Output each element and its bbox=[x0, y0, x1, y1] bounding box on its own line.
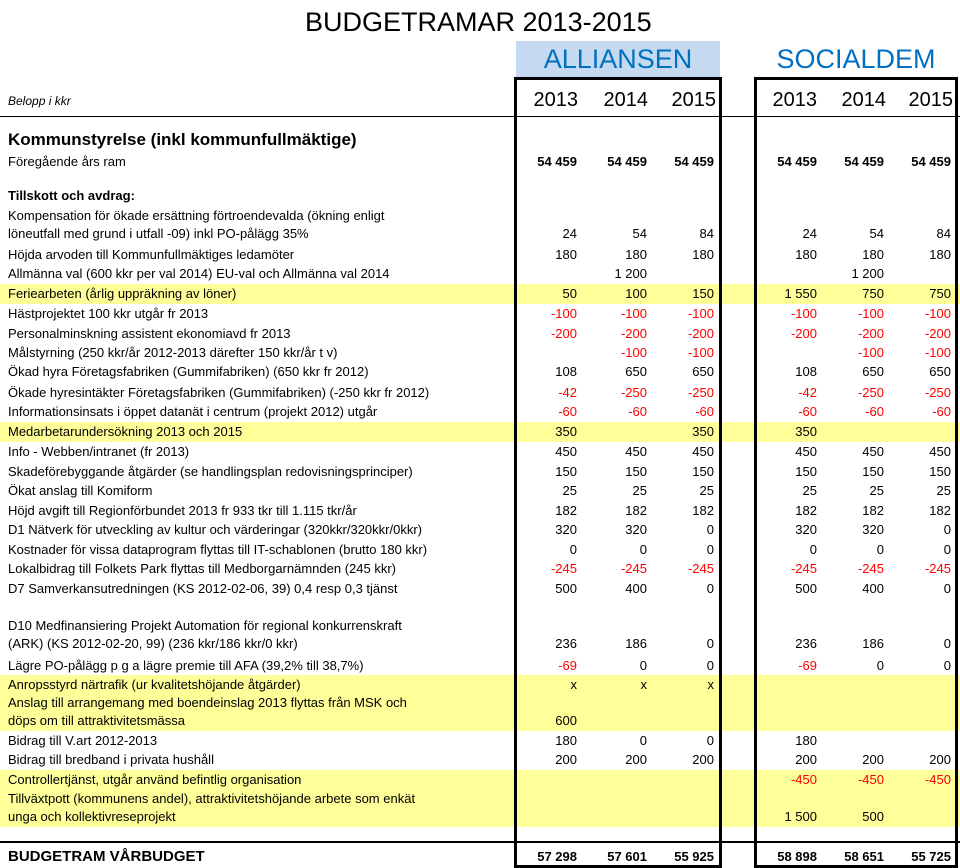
row-label-line: Kompensation för ökade ersättning förtroendevalda (ökning enligt bbox=[8, 208, 385, 223]
group-header-socialdem: SOCIALDEM bbox=[776, 44, 936, 74]
row-label-line: Anropsstyrd närtrafik (ur kvalitetshöjande åtgärder) bbox=[8, 677, 301, 692]
value-cell: 25 bbox=[699, 483, 714, 498]
row-label bbox=[8, 363, 369, 381]
value-cell: -450 bbox=[924, 772, 951, 787]
value-cell: -250 bbox=[687, 385, 714, 400]
value-cell: 25 bbox=[936, 483, 951, 498]
value-cell: 150 bbox=[929, 464, 951, 479]
value-cell: -245 bbox=[550, 561, 577, 576]
table-row bbox=[0, 284, 960, 304]
value-cell: 182 bbox=[625, 503, 647, 518]
value-cell: 0 bbox=[706, 636, 714, 651]
value-cell: -60 bbox=[628, 404, 647, 419]
value-cell: 320 bbox=[555, 522, 577, 537]
value-cell: 0 bbox=[943, 542, 951, 557]
row-label bbox=[8, 384, 429, 402]
row-label-line: Allmänna val (600 kkr per val 2014) EU-val och Allmänna val 2014 bbox=[8, 266, 390, 281]
table-row bbox=[0, 847, 960, 867]
row-label bbox=[8, 207, 385, 243]
value-cell: 108 bbox=[555, 364, 577, 379]
table-row bbox=[0, 152, 960, 172]
row-label-line: Kostnader för vissa dataprogram flyttas till IT-schablonen (brutto 180 kkr) bbox=[8, 542, 428, 557]
value-cell: 54 bbox=[869, 226, 884, 241]
row-label bbox=[8, 285, 236, 303]
value-cell: 450 bbox=[692, 444, 714, 459]
value-cell: 150 bbox=[555, 464, 577, 479]
value-cell: 200 bbox=[692, 752, 714, 767]
value-cell: 182 bbox=[692, 503, 714, 518]
value-cell: 180 bbox=[862, 247, 884, 262]
row-label-line: (ARK) (KS 2012-02-20, 99) (236 kkr/186 kkr/0 kkr) bbox=[8, 636, 298, 651]
row-label-line: döps om till attraktivitetsmässa bbox=[8, 713, 186, 728]
value-cell: 54 459 bbox=[777, 154, 817, 169]
row-label-line: D1 Nätverk för utveckling av kultur och värderingar (320kkr/320kkr/0kkr) bbox=[8, 522, 422, 537]
value-cell: 182 bbox=[555, 503, 577, 518]
row-label bbox=[8, 657, 364, 675]
value-cell: 180 bbox=[795, 733, 817, 748]
value-cell: 0 bbox=[639, 658, 647, 673]
value-cell: 108 bbox=[795, 364, 817, 379]
row-label bbox=[8, 153, 126, 171]
value-cell: 54 459 bbox=[844, 154, 884, 169]
value-cell: 180 bbox=[795, 247, 817, 262]
year-header: 2014 bbox=[603, 89, 648, 111]
value-cell: -100 bbox=[620, 306, 647, 321]
group-header-alliansen: ALLIANSEN bbox=[516, 41, 720, 77]
value-cell: 200 bbox=[929, 752, 951, 767]
value-cell: 180 bbox=[625, 247, 647, 262]
table-row bbox=[0, 383, 960, 403]
table-row bbox=[0, 343, 960, 363]
value-cell: 50 bbox=[562, 286, 577, 301]
value-cell: -100 bbox=[924, 306, 951, 321]
table-row bbox=[0, 540, 960, 560]
value-cell: 0 bbox=[809, 542, 817, 557]
row-label-line: Informationsinsats i öppet datanät i centrum (projekt 2012) utgår bbox=[8, 404, 378, 419]
value-cell: 350 bbox=[795, 424, 817, 439]
value-cell: -245 bbox=[924, 561, 951, 576]
value-cell: 200 bbox=[862, 752, 884, 767]
table-row bbox=[0, 324, 960, 344]
row-label bbox=[8, 694, 407, 730]
value-cell: 54 bbox=[632, 226, 647, 241]
row-label bbox=[8, 541, 427, 559]
year-header: 2014 bbox=[841, 89, 886, 111]
row-label-line: Föregående års ram bbox=[8, 154, 126, 169]
value-cell: 54 459 bbox=[674, 154, 714, 169]
value-cell: 600 bbox=[555, 713, 577, 728]
value-cell: 24 bbox=[562, 226, 577, 241]
value-cell: -200 bbox=[790, 326, 817, 341]
row-label-line: D10 Medfinansiering Projekt Automation för regional konkurrenskraft bbox=[8, 618, 402, 633]
value-cell: 400 bbox=[625, 581, 647, 596]
value-cell: -245 bbox=[790, 561, 817, 576]
value-cell: 150 bbox=[625, 464, 647, 479]
table-row bbox=[0, 481, 960, 501]
table-row bbox=[0, 501, 960, 521]
value-cell: 0 bbox=[876, 542, 884, 557]
table-row bbox=[0, 559, 960, 579]
table-row bbox=[0, 750, 960, 770]
table-row bbox=[0, 304, 960, 324]
table-row bbox=[0, 206, 960, 244]
table-row bbox=[0, 656, 960, 676]
value-cell: 320 bbox=[862, 522, 884, 537]
value-cell: -245 bbox=[687, 561, 714, 576]
table-row bbox=[0, 520, 960, 540]
value-cell: 450 bbox=[862, 444, 884, 459]
value-cell: -250 bbox=[620, 385, 647, 400]
value-cell: 200 bbox=[555, 752, 577, 767]
value-cell: -200 bbox=[857, 326, 884, 341]
value-cell: 25 bbox=[869, 483, 884, 498]
value-cell: 236 bbox=[555, 636, 577, 651]
table-row bbox=[0, 245, 960, 265]
table-row bbox=[0, 264, 960, 284]
value-cell: -100 bbox=[857, 345, 884, 360]
value-cell: 180 bbox=[929, 247, 951, 262]
value-cell: -250 bbox=[857, 385, 884, 400]
value-cell: 182 bbox=[929, 503, 951, 518]
value-cell: 0 bbox=[706, 658, 714, 673]
value-cell: 750 bbox=[929, 286, 951, 301]
row-label-line: Feriearbeten (årlig uppräkning av löner) bbox=[8, 286, 237, 301]
value-cell: 58 651 bbox=[844, 849, 884, 864]
row-label-line: Tillskott och avdrag: bbox=[8, 188, 135, 203]
value-cell: 0 bbox=[569, 542, 577, 557]
value-cell: -100 bbox=[620, 345, 647, 360]
row-label-line: Personalminskning assistent ekonomiavd fr 2013 bbox=[8, 326, 291, 341]
table-row bbox=[0, 675, 960, 695]
value-cell: 650 bbox=[692, 364, 714, 379]
row-label-line: Controllertjänst, utgår använd befintlig organisation bbox=[8, 772, 302, 787]
value-cell: 182 bbox=[795, 503, 817, 518]
row-label bbox=[8, 482, 153, 500]
row-label-line: Medarbetarundersökning 2013 och 2015 bbox=[8, 424, 243, 439]
value-cell: -100 bbox=[857, 306, 884, 321]
value-cell: 1 200 bbox=[851, 266, 884, 281]
row-label bbox=[8, 617, 402, 653]
value-cell: 650 bbox=[929, 364, 951, 379]
value-cell: x bbox=[707, 677, 714, 692]
row-label bbox=[8, 423, 242, 441]
unit-label: Belopp i kkr bbox=[8, 94, 71, 108]
value-cell: 0 bbox=[943, 658, 951, 673]
value-cell: 320 bbox=[795, 522, 817, 537]
row-label-line: Anslag till arrangemang med boendeinslag 2013 flyttas från MSK och bbox=[8, 695, 407, 710]
value-cell: -245 bbox=[620, 561, 647, 576]
table-row bbox=[0, 693, 960, 731]
value-cell: -200 bbox=[924, 326, 951, 341]
value-cell: 54 459 bbox=[537, 154, 577, 169]
row-label-line: Skadeförebyggande åtgärder (se handlingsplan redovisningsprinciper) bbox=[8, 464, 413, 479]
value-cell: 186 bbox=[625, 636, 647, 651]
value-cell: 650 bbox=[625, 364, 647, 379]
year-header: 2015 bbox=[908, 89, 953, 111]
value-cell: -42 bbox=[798, 385, 817, 400]
value-cell: 100 bbox=[625, 286, 647, 301]
table-row bbox=[0, 362, 960, 382]
value-cell: 55 725 bbox=[911, 849, 951, 864]
value-cell: -450 bbox=[790, 772, 817, 787]
value-cell: 25 bbox=[632, 483, 647, 498]
year-header: 2013 bbox=[533, 89, 578, 111]
row-label-line: D7 Samverkansutredningen (KS 2012-02-06, 39) 0,4 resp 0,3 tjänst bbox=[8, 581, 398, 596]
table-row bbox=[0, 442, 960, 462]
value-cell: -100 bbox=[687, 306, 714, 321]
row-label-line: löneutfall med grund i utfall -09) inkl PO-pålägg 35% bbox=[8, 226, 309, 241]
value-cell: -60 bbox=[558, 404, 577, 419]
value-cell: x bbox=[640, 677, 647, 692]
value-cell: 150 bbox=[692, 464, 714, 479]
section-title: Kommunstyrelse (inkl kommunfullmäktige) bbox=[8, 130, 357, 149]
value-cell: 84 bbox=[699, 226, 714, 241]
row-label-line: Höjda arvoden till Kommunfullmäktiges ledamöter bbox=[8, 247, 295, 262]
value-cell: 350 bbox=[555, 424, 577, 439]
row-label bbox=[8, 443, 189, 461]
value-cell: 0 bbox=[639, 542, 647, 557]
value-cell: 0 bbox=[706, 733, 714, 748]
value-cell: -60 bbox=[932, 404, 951, 419]
row-label bbox=[8, 305, 208, 323]
row-label bbox=[8, 265, 390, 283]
row-label bbox=[8, 521, 422, 539]
value-cell: 236 bbox=[795, 636, 817, 651]
value-cell: 180 bbox=[692, 247, 714, 262]
value-cell: 450 bbox=[555, 444, 577, 459]
value-cell: 500 bbox=[795, 581, 817, 596]
year-header: 2015 bbox=[671, 89, 716, 111]
table-row bbox=[0, 731, 960, 751]
value-cell: -100 bbox=[790, 306, 817, 321]
table-row bbox=[0, 422, 960, 442]
row-label-line: Bidrag till bredband i privata hushåll bbox=[8, 752, 214, 767]
year-header: 2013 bbox=[772, 89, 817, 111]
value-cell: 200 bbox=[795, 752, 817, 767]
value-cell: 55 925 bbox=[674, 849, 714, 864]
row-label bbox=[8, 344, 337, 362]
value-cell: -245 bbox=[857, 561, 884, 576]
row-label-line: Bidrag till V.art 2012-2013 bbox=[8, 733, 158, 748]
row-label bbox=[8, 325, 291, 343]
row-label-line: Info - Webben/intranet (fr 2013) bbox=[8, 444, 190, 459]
value-cell: 180 bbox=[555, 247, 577, 262]
value-cell: 57 298 bbox=[537, 849, 577, 864]
row-label bbox=[8, 771, 301, 789]
value-cell: 57 601 bbox=[607, 849, 647, 864]
table-row bbox=[0, 770, 960, 790]
row-label bbox=[8, 848, 205, 866]
row-label bbox=[8, 732, 157, 750]
value-cell: -450 bbox=[857, 772, 884, 787]
value-cell: 0 bbox=[639, 733, 647, 748]
total-separator bbox=[0, 841, 960, 843]
row-label bbox=[8, 403, 377, 421]
value-cell: 0 bbox=[943, 636, 951, 651]
value-cell: 54 459 bbox=[607, 154, 647, 169]
row-label bbox=[8, 751, 214, 769]
value-cell: -42 bbox=[558, 385, 577, 400]
value-cell: -60 bbox=[695, 404, 714, 419]
value-cell: 25 bbox=[562, 483, 577, 498]
row-label bbox=[8, 502, 357, 520]
value-cell: 0 bbox=[706, 522, 714, 537]
row-label-line: Tillväxtpott (kommunens andel), attraktivitetshöjande arbete som enkät bbox=[8, 791, 416, 806]
value-cell: 150 bbox=[692, 286, 714, 301]
value-cell: 400 bbox=[862, 581, 884, 596]
page-title: BUDGETRAMAR 2013-2015 bbox=[305, 7, 652, 37]
value-cell: -200 bbox=[550, 326, 577, 341]
value-cell: 0 bbox=[943, 522, 951, 537]
table-row bbox=[0, 616, 960, 654]
value-cell: 58 898 bbox=[777, 849, 817, 864]
row-label bbox=[8, 790, 415, 826]
table-row bbox=[0, 462, 960, 482]
row-label-line: Hästprojektet 100 kkr utgår fr 2013 bbox=[8, 306, 209, 321]
header-rule bbox=[0, 116, 960, 117]
row-label bbox=[8, 187, 135, 205]
row-label-line: Höjd avgift till Regionförbundet 2013 fr 933 tkr till 1.115 tkr/år bbox=[8, 503, 357, 518]
value-cell: -69 bbox=[798, 658, 817, 673]
value-cell: -200 bbox=[687, 326, 714, 341]
value-cell: -69 bbox=[558, 658, 577, 673]
value-cell: 84 bbox=[936, 226, 951, 241]
value-cell: -100 bbox=[550, 306, 577, 321]
row-label-line: BUDGETRAM VÅRBUDGET bbox=[8, 848, 205, 865]
value-cell: 350 bbox=[692, 424, 714, 439]
value-cell: 650 bbox=[862, 364, 884, 379]
value-cell: 54 459 bbox=[911, 154, 951, 169]
value-cell: -60 bbox=[865, 404, 884, 419]
value-cell: 150 bbox=[862, 464, 884, 479]
value-cell: 25 bbox=[802, 483, 817, 498]
value-cell: 320 bbox=[625, 522, 647, 537]
value-cell: 200 bbox=[625, 752, 647, 767]
row-label-line: Lägre PO-pålägg p g a lägre premie till AFA (39,2% till 38,7%) bbox=[8, 658, 364, 673]
value-cell: 182 bbox=[862, 503, 884, 518]
value-cell: 186 bbox=[862, 636, 884, 651]
value-cell: 24 bbox=[802, 226, 817, 241]
value-cell: 0 bbox=[706, 581, 714, 596]
table-row bbox=[0, 186, 960, 206]
row-label-line: Lokalbidrag till Folkets Park flyttas till Medborgarnämnden (245 kkr) bbox=[8, 561, 397, 576]
row-label-line: Ökat anslag till Komiform bbox=[8, 483, 153, 498]
value-cell: 500 bbox=[555, 581, 577, 596]
row-label-line: Ökade hyresintäkter Företagsfabriken (Gummifabriken) (-250 kkr fr 2012) bbox=[8, 385, 430, 400]
value-cell: 0 bbox=[943, 581, 951, 596]
value-cell: -100 bbox=[687, 345, 714, 360]
value-cell: 0 bbox=[706, 542, 714, 557]
value-cell: 500 bbox=[862, 809, 884, 824]
value-cell: 1 550 bbox=[784, 286, 817, 301]
row-label bbox=[8, 580, 398, 598]
row-label bbox=[8, 560, 396, 578]
row-label-line: unga och kollektivreseprojekt bbox=[8, 809, 176, 824]
table-row bbox=[0, 789, 960, 827]
row-label-line: Ökad hyra Företagsfabriken (Gummifabriken) (650 kkr fr 2012) bbox=[8, 364, 369, 379]
row-label bbox=[8, 463, 413, 481]
value-cell: 450 bbox=[625, 444, 647, 459]
value-cell: x bbox=[570, 677, 577, 692]
value-cell: 750 bbox=[862, 286, 884, 301]
table-row bbox=[0, 579, 960, 599]
row-label bbox=[8, 246, 294, 264]
value-cell: -60 bbox=[798, 404, 817, 419]
value-cell: 1 200 bbox=[614, 266, 647, 281]
value-cell: 450 bbox=[929, 444, 951, 459]
value-cell: 450 bbox=[795, 444, 817, 459]
value-cell: 180 bbox=[555, 733, 577, 748]
row-label bbox=[8, 676, 301, 694]
value-cell: -100 bbox=[924, 345, 951, 360]
value-cell: -250 bbox=[924, 385, 951, 400]
value-cell: -200 bbox=[620, 326, 647, 341]
value-cell: 0 bbox=[876, 658, 884, 673]
value-cell: 1 500 bbox=[784, 809, 817, 824]
row-label-line: Målstyrning (250 kkr/år 2012-2013 därefter 150 kkr/år t v) bbox=[8, 345, 338, 360]
value-cell: 150 bbox=[795, 464, 817, 479]
table-row bbox=[0, 402, 960, 422]
